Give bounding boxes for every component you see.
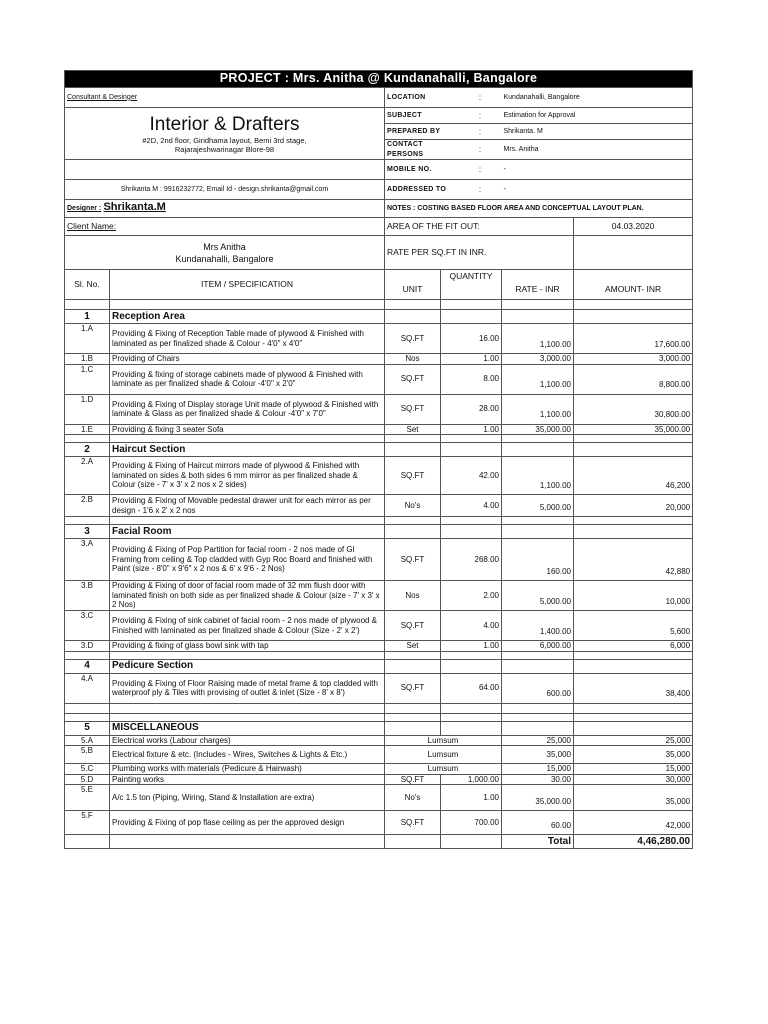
empty-cell <box>110 651 385 659</box>
item-unit: SQ.FT <box>385 611 441 641</box>
client-block <box>65 236 385 270</box>
table-row <box>65 641 693 652</box>
section-number: 4 <box>65 659 110 673</box>
designer-label: Designer : <box>67 205 102 213</box>
empty-cell <box>65 435 110 443</box>
table-row <box>65 774 693 785</box>
table-row <box>65 424 693 435</box>
info-value-subject: Estimation for Approval <box>502 108 693 124</box>
item-number: 3.A <box>65 539 110 581</box>
item-unit: Set <box>385 641 441 652</box>
empty-cell <box>441 659 502 673</box>
empty-cell <box>110 703 385 713</box>
table-row <box>65 611 693 641</box>
item-quantity: 700.00 <box>441 811 502 835</box>
item-amount: 42,000 <box>574 811 693 835</box>
empty-cell <box>502 435 574 443</box>
client-name: Mrs Anitha <box>203 241 246 252</box>
empty-cell <box>574 651 693 659</box>
blank-row <box>65 703 693 713</box>
info-colon: : <box>459 88 502 108</box>
item-amount: 10,000 <box>574 581 693 611</box>
item-rate: 25,000 <box>502 735 574 746</box>
item-amount: 8,800.00 <box>574 364 693 394</box>
item-amount: 30,000 <box>574 774 693 785</box>
table-row <box>65 354 693 365</box>
item-description: Providing & fixing of glass bowl sink with tap <box>110 641 385 652</box>
item-unit: No's <box>385 785 441 811</box>
item-amount: 5,600 <box>574 611 693 641</box>
company-address-1: #2D, 2nd floor, Giridhama layout, Bemi 3rd stage, <box>142 135 307 145</box>
empty-cell <box>65 651 110 659</box>
table-row <box>65 735 693 746</box>
item-quantity: 268.00 <box>441 539 502 581</box>
item-amount: 46,200 <box>574 457 693 495</box>
item-unit: SQ.FT <box>385 673 441 703</box>
empty-cell <box>574 721 693 735</box>
item-rate: 1,100.00 <box>502 324 574 354</box>
empty-cell <box>110 435 385 443</box>
section-number: 2 <box>65 443 110 457</box>
empty-cell <box>441 721 502 735</box>
item-description: Painting works <box>110 774 385 785</box>
item-description: Providing & Fixing of Movable pedestal drawer unit for each mirror as per design - 1'6 x 2' x 2 nos <box>110 495 385 517</box>
info-label-addressed: ADDRESSED TO <box>385 180 459 200</box>
area-label: AREA OF THE FIT OUT: <box>385 218 574 236</box>
item-amount: 35,000.00 <box>574 424 693 435</box>
item-quantity: 1,000.00 <box>441 774 502 785</box>
info-value-prepared: Shrikanta. M <box>502 124 693 140</box>
empty-cell <box>441 835 502 849</box>
empty-cell <box>385 651 441 659</box>
item-number: 3.D <box>65 641 110 652</box>
item-rate: 30.00 <box>502 774 574 785</box>
table-row <box>65 811 693 835</box>
empty-cell <box>574 659 693 673</box>
item-description: Electrical works (Labour charges) <box>110 735 385 746</box>
empty-cell <box>385 525 441 539</box>
item-number: 3.C <box>65 611 110 641</box>
empty-cell <box>502 443 574 457</box>
empty-cell <box>574 443 693 457</box>
empty-cell <box>502 659 574 673</box>
section-number: 3 <box>65 525 110 539</box>
empty-cell <box>385 443 441 457</box>
item-rate: 1,100.00 <box>502 394 574 424</box>
item-unit: SQ.FT <box>385 539 441 581</box>
item-quantity: 1.00 <box>441 641 502 652</box>
item-description: Providing & fixing of storage cabinets made of plywood & Finished with laminate as per finalized shade & Colour -4'0" x 2'0" <box>110 364 385 394</box>
info-value-contact: Mrs. Anitha <box>502 140 693 160</box>
section-row <box>65 310 693 324</box>
empty-cell <box>502 703 574 713</box>
info-label-prepared: PREPARED BY <box>385 124 459 140</box>
empty-cell <box>441 435 502 443</box>
item-rate: 1,400.00 <box>502 611 574 641</box>
empty-cell <box>574 236 693 270</box>
item-rate: 35,000 <box>502 746 574 764</box>
item-unit: No's <box>385 495 441 517</box>
item-number: 1.B <box>65 354 110 365</box>
table-row <box>65 673 693 703</box>
info-label-location: LOCATION <box>385 88 459 108</box>
item-rate: 35,000.00 <box>502 424 574 435</box>
table-row <box>65 764 693 775</box>
empty-cell <box>65 835 110 849</box>
info-label-mobile: MOBILE NO. <box>385 160 459 180</box>
item-amount: 35,000 <box>574 746 693 764</box>
table-row <box>65 539 693 581</box>
item-amount: 20,000 <box>574 495 693 517</box>
date: 04.03.2020 <box>574 218 693 236</box>
empty-cell <box>441 310 502 324</box>
empty-cell <box>574 525 693 539</box>
section-row <box>65 721 693 735</box>
blank-row <box>65 713 693 721</box>
empty-cell <box>110 713 385 721</box>
item-unit: Nos <box>385 581 441 611</box>
empty-cell <box>385 310 441 324</box>
item-description: Providing & Fixing of Display storage Unit made of plywood & Finished with laminate & Glass as per finalized shade & Colour -4'0" x 7'0" <box>110 394 385 424</box>
estimate-rows <box>65 310 693 835</box>
item-unit: Lumsum <box>385 764 502 775</box>
empty-cell <box>441 443 502 457</box>
item-description: Providing of Chairs <box>110 354 385 365</box>
item-amount: 3,000.00 <box>574 354 693 365</box>
item-number: 1.A <box>65 324 110 354</box>
item-quantity: 16.00 <box>441 324 502 354</box>
section-row <box>65 443 693 457</box>
total-label: Total <box>502 835 574 849</box>
item-amount: 17,600.00 <box>574 324 693 354</box>
item-rate: 5,000.00 <box>502 581 574 611</box>
item-number: 1.C <box>65 364 110 394</box>
item-amount: 6,000 <box>574 641 693 652</box>
table-row <box>65 746 693 764</box>
empty-cell <box>502 713 574 721</box>
item-description: Providing & Fixing of Reception Table made of plywood & Finished with laminated as per finalized shade & Colour - 4'0" x 4'0" <box>110 324 385 354</box>
item-description: A/c 1.5 ton (Piping, Wiring, Stand & Installation are extra) <box>110 785 385 811</box>
empty-cell <box>385 517 441 525</box>
item-number: 5.F <box>65 811 110 835</box>
company-name: Interior & Drafters <box>149 113 300 135</box>
info-colon: : <box>459 108 502 124</box>
project-title: PROJECT : Mrs. Anitha @ Kundanahalli, Bangalore <box>65 71 693 88</box>
item-amount: 15,000 <box>574 764 693 775</box>
empty-cell <box>502 517 574 525</box>
item-number: 3.B <box>65 581 110 611</box>
blank-row <box>65 517 693 525</box>
item-unit: Lumsum <box>385 735 502 746</box>
item-unit: SQ.FT <box>385 364 441 394</box>
estimate-table <box>64 70 693 849</box>
item-number: 2.A <box>65 457 110 495</box>
empty-cell <box>385 835 441 849</box>
col-unit: UNIT <box>385 270 441 300</box>
info-value-location: Kundanahalli, Bangalore <box>502 88 693 108</box>
item-description: Providing & Fixing of sink cabinet of facial room - 2 nos made of plywood & Finished with laminated as per finalized shade & Colour (Size - 2' x 2') <box>110 611 385 641</box>
empty-cell <box>441 651 502 659</box>
item-quantity: 42.00 <box>441 457 502 495</box>
item-number: 1.E <box>65 424 110 435</box>
info-value-mobile: - <box>502 160 693 180</box>
empty-cell <box>502 525 574 539</box>
empty-cell <box>110 835 385 849</box>
item-number: 5.A <box>65 735 110 746</box>
item-rate: 5,000.00 <box>502 495 574 517</box>
item-amount: 38,400 <box>574 673 693 703</box>
empty-cell <box>385 435 441 443</box>
section-title: Haircut Section <box>110 443 385 457</box>
section-number: 5 <box>65 721 110 735</box>
item-number: 5.E <box>65 785 110 811</box>
item-quantity: 28.00 <box>441 394 502 424</box>
rate-label: RATE PER SQ.FT IN INR. <box>385 236 574 270</box>
item-unit: SQ.FT <box>385 324 441 354</box>
section-row <box>65 525 693 539</box>
item-unit: Set <box>385 424 441 435</box>
empty-cell <box>574 310 693 324</box>
item-unit: Lumsum <box>385 746 502 764</box>
empty-cell <box>502 310 574 324</box>
item-quantity: 8.00 <box>441 364 502 394</box>
info-label-contact: CONTACT PERSONS <box>385 140 459 160</box>
item-quantity: 4.00 <box>441 495 502 517</box>
table-row <box>65 495 693 517</box>
item-amount: 35,000 <box>574 785 693 811</box>
info-value-addressed: - <box>502 180 693 200</box>
item-number: 5.C <box>65 764 110 775</box>
col-qty: QUANTITY <box>441 270 502 300</box>
empty-cell <box>385 703 441 713</box>
item-quantity: 1.00 <box>441 354 502 365</box>
item-amount: 30,800.00 <box>574 394 693 424</box>
item-unit: SQ.FT <box>385 394 441 424</box>
col-item: ITEM / SPECIFICATION <box>110 270 385 300</box>
empty-cell <box>502 721 574 735</box>
item-amount: 42,880 <box>574 539 693 581</box>
item-unit: SQ.FT <box>385 774 441 785</box>
empty-cell <box>574 517 693 525</box>
item-quantity: 1.00 <box>441 785 502 811</box>
item-rate: 3,000.00 <box>502 354 574 365</box>
item-description: Providing & fixing 3 seater Sofa <box>110 424 385 435</box>
empty-cell <box>110 517 385 525</box>
client-label: Client Name: <box>65 218 385 236</box>
table-row <box>65 457 693 495</box>
empty-cell <box>385 713 441 721</box>
client-place: Kundanahalli, Bangalore <box>175 253 274 264</box>
item-description: Providing & Fixing of Pop Partition for facial room - 2 nos made of GI Framing from ceiling & Top cladded with Gyp Roc Board and finished with Paint (size - 8'0" x 9'6" x 2 nos & 6' x 9'6 - 2 Nos) <box>110 539 385 581</box>
empty-cell <box>441 517 502 525</box>
item-rate: 6,000.00 <box>502 641 574 652</box>
section-title: MISCELLANEOUS <box>110 721 385 735</box>
empty-cell <box>502 651 574 659</box>
empty-cell <box>441 713 502 721</box>
section-title: Facial Room <box>110 525 385 539</box>
empty-cell <box>574 435 693 443</box>
item-unit: SQ.FT <box>385 457 441 495</box>
empty-cell <box>65 517 110 525</box>
empty-cell <box>385 659 441 673</box>
section-number: 1 <box>65 310 110 324</box>
item-quantity: 4.00 <box>441 611 502 641</box>
contact-line: Shrikanta M : 9916232772, Email Id - design.shrikanta@gmail.com <box>65 180 385 200</box>
item-rate: 160.00 <box>502 539 574 581</box>
table-row <box>65 581 693 611</box>
empty-cell <box>65 160 385 180</box>
item-quantity: 2.00 <box>441 581 502 611</box>
empty-cell <box>574 703 693 713</box>
empty-cell <box>441 703 502 713</box>
item-amount: 25,000 <box>574 735 693 746</box>
item-quantity: 1.00 <box>441 424 502 435</box>
designer-name: Shrikanta.M <box>103 201 166 214</box>
table-row <box>65 394 693 424</box>
item-rate: 35,000.00 <box>502 785 574 811</box>
item-number: 5.D <box>65 774 110 785</box>
designer-cell <box>65 200 385 218</box>
company-address-2: Rajarajeshwarinagar Blore-98 <box>174 144 275 154</box>
item-description: Providing & Fixing of pop flase ceiling as per the approved design <box>110 811 385 835</box>
total-amount: 4,46,280.00 <box>574 835 693 849</box>
empty-cell <box>65 713 110 721</box>
empty-cell <box>385 721 441 735</box>
empty-cell <box>65 703 110 713</box>
empty-cell <box>441 525 502 539</box>
item-rate: 600.00 <box>502 673 574 703</box>
item-number: 1.D <box>65 394 110 424</box>
item-rate: 1,100.00 <box>502 364 574 394</box>
consultant-label: Consultant & Desinger <box>65 88 385 108</box>
item-unit: SQ.FT <box>385 811 441 835</box>
item-rate: 60.00 <box>502 811 574 835</box>
item-description: Electrical fixture & etc. (Includes - Wires, Switches & Lights & Etc.) <box>110 746 385 764</box>
item-description: Providing & Fixing of door of facial room made of 32 mm flush door with laminated finish on both side as per finalized shade & Colour (size - 7' x 3' x 2 Nos) <box>110 581 385 611</box>
section-title: Reception Area <box>110 310 385 324</box>
item-number: 5.B <box>65 746 110 764</box>
item-number: 2.B <box>65 495 110 517</box>
col-rate: RATE - INR <box>502 270 574 300</box>
table-row <box>65 324 693 354</box>
item-description: Providing & Fixing of Haircut mirrors made of plywood & Finished with laminated on sides & both sides 6 mm mirror as per finalized shade & Colour (size - 7' x 3' x 2 nos x 2 sides) <box>110 457 385 495</box>
item-description: Providing & Fixing of Floor Raising made of metal frame & top cladded with waterproof ply & Tiles with provising of outlet & inlet (Size - 8' x 8') <box>110 673 385 703</box>
item-rate: 15,000 <box>502 764 574 775</box>
info-label-subject: SUBJECT <box>385 108 459 124</box>
info-colon: : <box>459 180 502 200</box>
info-colon: : <box>459 160 502 180</box>
empty-cell <box>574 713 693 721</box>
col-sl: Sl. No. <box>65 270 110 300</box>
blank-row <box>65 435 693 443</box>
item-quantity: 64.00 <box>441 673 502 703</box>
item-unit: Nos <box>385 354 441 365</box>
info-colon: : <box>459 124 502 140</box>
blank-row <box>65 651 693 659</box>
section-title: Pedicure Section <box>110 659 385 673</box>
table-row <box>65 364 693 394</box>
notes: NOTES : COSTING BASED FLOOR AREA AND CONCEPTUAL LAYOUT PLAN. <box>385 200 693 218</box>
company-block <box>65 108 385 160</box>
item-description: Plumbing works with materials (Pedicure & Hairwash) <box>110 764 385 775</box>
section-row <box>65 659 693 673</box>
col-amount: AMOUNT- INR <box>574 270 693 300</box>
item-number: 4.A <box>65 673 110 703</box>
item-rate: 1,100.00 <box>502 457 574 495</box>
estimate-sheet <box>64 70 692 849</box>
info-colon: : <box>459 140 502 160</box>
table-row <box>65 785 693 811</box>
